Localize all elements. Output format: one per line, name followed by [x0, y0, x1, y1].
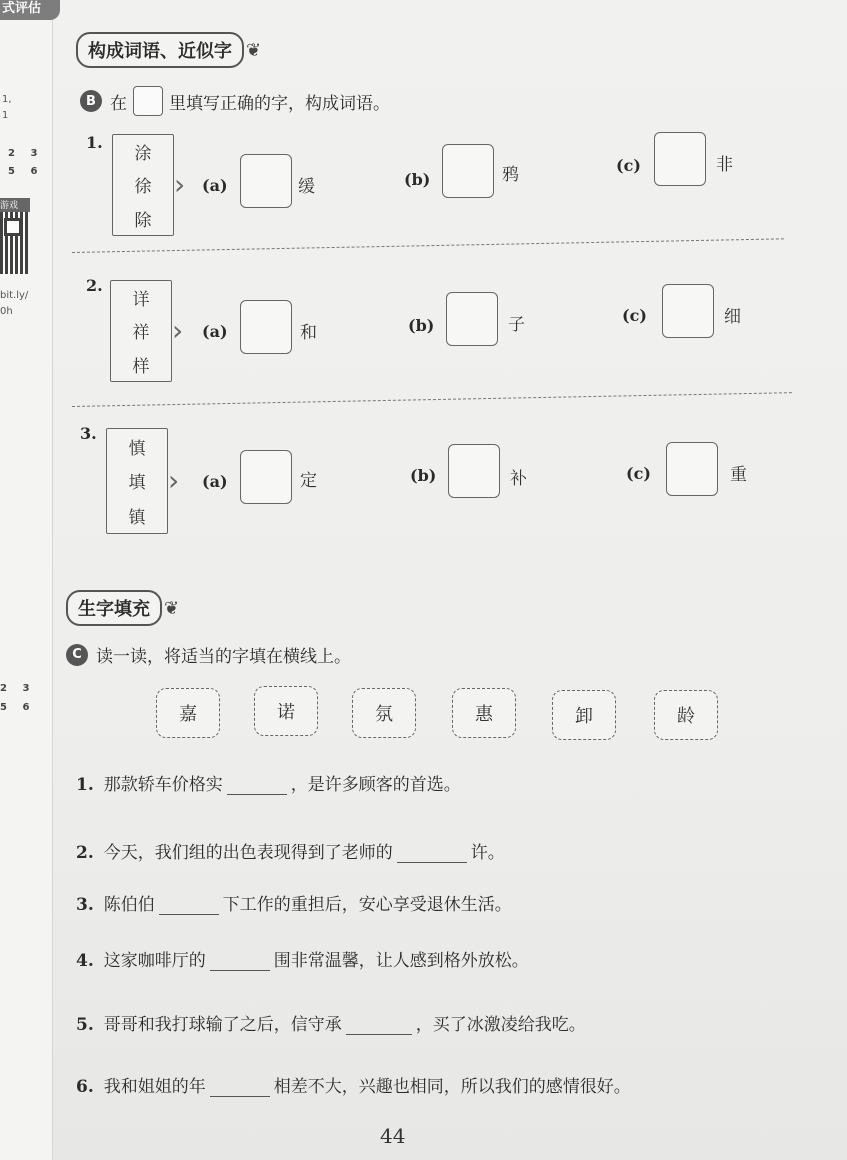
word-card: 龄: [654, 690, 718, 740]
section-title-text: 生字填充: [66, 590, 162, 626]
section-title-text: 构成词语、近似字: [76, 32, 244, 68]
candidate-char: 样: [132, 356, 150, 377]
dashed-divider: [72, 392, 792, 407]
question-number: 1.: [86, 133, 103, 152]
option-label: (b): [410, 466, 437, 485]
word-card: 诺: [254, 686, 318, 736]
sentence-number: 2.: [76, 843, 94, 863]
word-suffix: 子: [508, 315, 525, 335]
sentence-before: 陈伯伯: [103, 895, 155, 915]
sentence-4: [76, 946, 529, 971]
grid-row-2: 5 6: [8, 166, 44, 177]
sentence-after: ，买了冰激凌给我吃。: [415, 1015, 586, 1035]
sentence-before: 那款轿车价格实: [103, 775, 223, 795]
candidate-box: [110, 280, 172, 382]
instruction-after: 里填写正确的字，构成词语。: [169, 93, 390, 114]
candidate-char: 慎: [128, 438, 146, 459]
answer-box[interactable]: [662, 284, 714, 338]
answer-box[interactable]: [240, 450, 292, 504]
page-number: 44: [380, 1124, 406, 1148]
answer-box[interactable]: [240, 300, 292, 354]
badge-c: C: [66, 644, 88, 666]
option-label: (c): [622, 306, 647, 325]
sentence-after: 相差不大，兴趣也相同，所以我们的感情很好。: [273, 1077, 631, 1097]
candidate-char: 徐: [134, 177, 152, 198]
sentence-number: 5.: [76, 1015, 94, 1035]
fill-blank[interactable]: [346, 1016, 412, 1035]
option-label: (a): [202, 472, 228, 491]
candidate-char: 详: [132, 290, 150, 311]
sentence-number: 4.: [76, 951, 94, 971]
sentence-before: 我和姐姐的年: [103, 1077, 206, 1097]
answer-box[interactable]: [654, 132, 706, 186]
word-card: 嘉: [156, 688, 220, 738]
leaf-icon: ❦: [246, 39, 262, 61]
instruction-text: 读一读，将适当的字填在横线上。: [96, 647, 351, 667]
option-label: (b): [408, 316, 435, 335]
sentence-number: 1.: [76, 775, 94, 795]
candidate-char: 涂: [134, 144, 152, 165]
sentence-before: 今天，我们组的出色表现得到了老师的: [103, 843, 393, 863]
fill-blank[interactable]: [210, 1078, 270, 1097]
question-number: 2.: [86, 276, 103, 295]
grid-row-3: 2 3: [0, 683, 36, 694]
sentence-number: 6.: [76, 1077, 94, 1097]
badge-b: B: [80, 90, 102, 112]
candidate-char: 祥: [132, 323, 150, 344]
word-suffix: 非: [716, 155, 733, 175]
option-label: (b): [404, 170, 431, 189]
word-suffix: 补: [510, 469, 527, 489]
strip-text-2: 1: [2, 110, 9, 121]
fill-blank[interactable]: [397, 844, 467, 863]
qr-code-icon: [0, 212, 28, 274]
leaf-icon: ❦: [164, 597, 180, 619]
word-suffix: 定: [300, 471, 317, 491]
section-title-2: [66, 590, 179, 626]
answer-box[interactable]: [446, 292, 498, 346]
fill-blank[interactable]: [159, 896, 219, 915]
word-card: 惠: [452, 688, 516, 738]
previous-page-edge: [0, 0, 53, 1160]
sentence-after: ，是许多顾客的首选。: [290, 775, 461, 795]
candidate-char: 除: [134, 210, 152, 231]
sentence-3: [76, 890, 512, 915]
sentence-2: [76, 830, 505, 863]
sentence-after: 许。: [470, 843, 505, 863]
answer-box[interactable]: [442, 144, 494, 198]
qr-label: 游戏: [0, 198, 30, 212]
brace-icon: ›: [174, 168, 186, 201]
section-title-1: [76, 32, 261, 68]
link-text-2: 0h: [0, 306, 13, 317]
word-card: 卸: [552, 690, 616, 740]
sentence-after: 围非常温馨，让人感到格外放松。: [273, 951, 529, 971]
sentence-before: 这家咖啡厅的: [103, 951, 206, 971]
answer-box[interactable]: [240, 154, 292, 208]
sentence-6: [76, 1072, 631, 1097]
word-suffix: 重: [730, 465, 747, 485]
word-suffix: 缓: [298, 177, 315, 197]
grid-row-4: 5 6: [0, 702, 36, 713]
candidate-char: 镇: [128, 508, 146, 529]
box-symbol-icon: [133, 86, 163, 116]
instruction-b: [80, 86, 390, 116]
grid-row-1: 2 3: [8, 148, 44, 159]
word-suffix: 鸦: [502, 165, 519, 185]
sentence-after: 下工作的重担后，安心享受退休生活。: [222, 895, 512, 915]
brace-icon: ›: [172, 314, 184, 347]
link-text-1: bit.ly/: [0, 290, 29, 301]
candidate-box: [106, 428, 168, 534]
option-label: (c): [616, 156, 641, 175]
option-label: (c): [626, 464, 651, 483]
word-suffix: 和: [300, 323, 317, 343]
word-suffix: 细: [724, 307, 741, 327]
option-label: (a): [202, 176, 228, 195]
question-number: 3.: [80, 424, 97, 443]
instruction-before: 在: [110, 93, 127, 114]
sentence-number: 3.: [76, 895, 94, 915]
answer-box[interactable]: [666, 442, 718, 496]
brace-icon: ›: [168, 464, 180, 497]
sentence-before: 哥哥和我打球输了之后，信守承: [103, 1015, 342, 1035]
corner-tag: 式评估: [0, 0, 60, 20]
sentence-1: [76, 770, 461, 795]
option-label: (a): [202, 322, 228, 341]
sentence-5: [76, 1010, 586, 1035]
word-card: 氛: [352, 688, 416, 738]
strip-text-1: 1,: [2, 94, 12, 105]
answer-box[interactable]: [448, 444, 500, 498]
candidate-char: 填: [128, 473, 146, 494]
fill-blank[interactable]: [210, 952, 270, 971]
dashed-divider: [72, 238, 784, 253]
fill-blank[interactable]: [227, 776, 287, 795]
candidate-box: [112, 134, 174, 236]
instruction-c: [66, 642, 351, 667]
